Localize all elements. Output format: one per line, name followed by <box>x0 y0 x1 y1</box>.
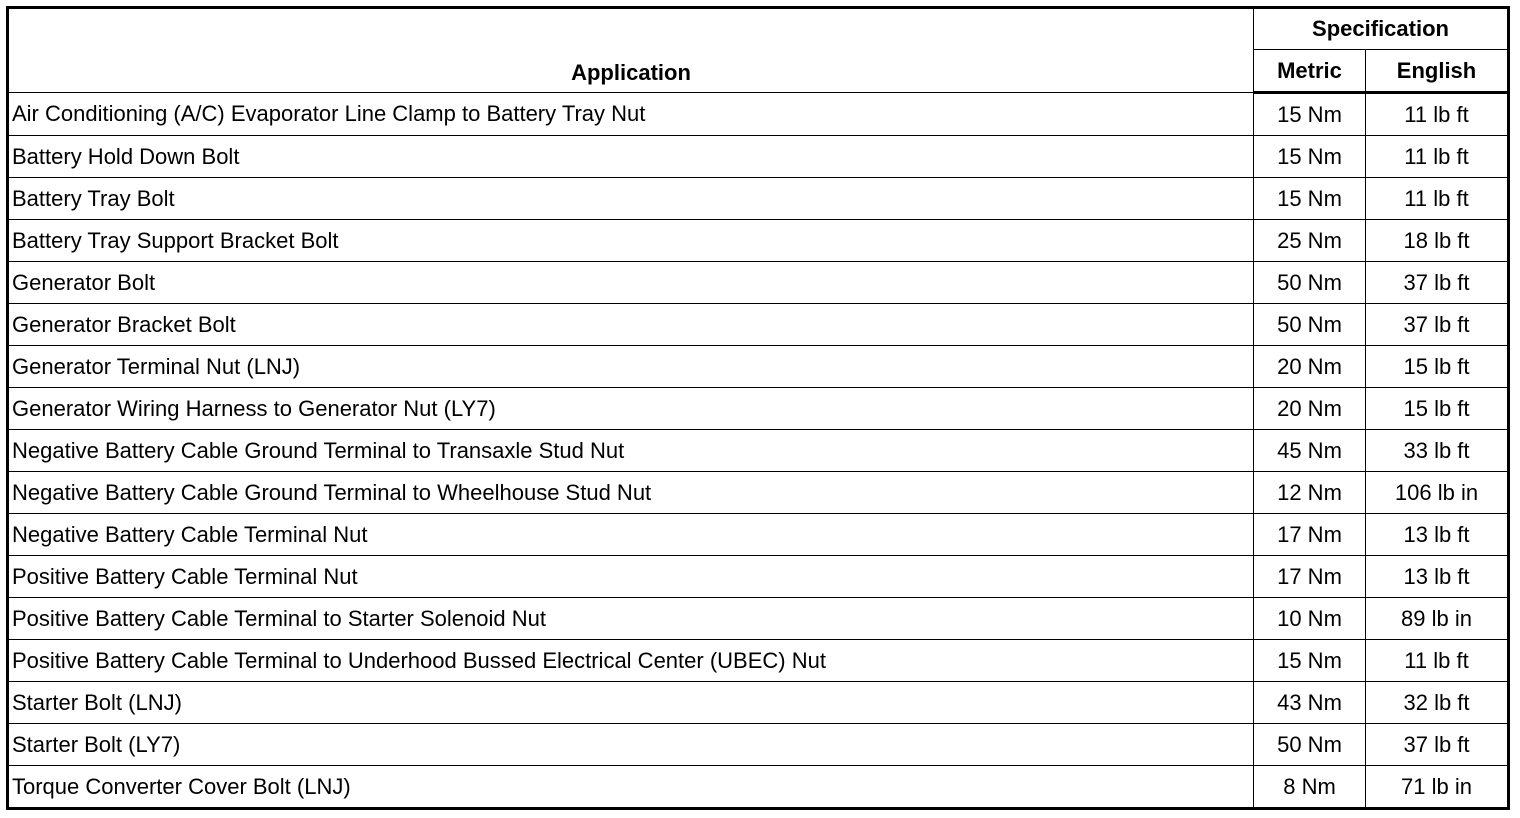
application-cell: Positive Battery Cable Terminal Nut <box>8 556 1254 598</box>
table-body <box>8 93 1509 809</box>
application-cell: Positive Battery Cable Terminal to Underhood Bussed Electrical Center (UBEC) Nut <box>8 640 1254 682</box>
application-cell: Battery Tray Support Bracket Bolt <box>8 220 1254 262</box>
specification-header: Specification <box>1254 8 1509 50</box>
metric-cell: 50 Nm <box>1254 262 1366 304</box>
application-cell: Generator Bolt <box>8 262 1254 304</box>
table-row <box>8 93 1509 136</box>
table-row <box>8 346 1509 388</box>
english-cell: 11 lb ft <box>1366 93 1509 136</box>
metric-cell: 50 Nm <box>1254 724 1366 766</box>
application-cell: Generator Wiring Harness to Generator Nut (LY7) <box>8 388 1254 430</box>
application-cell: Generator Bracket Bolt <box>8 304 1254 346</box>
table-row <box>8 178 1509 220</box>
application-cell: Negative Battery Cable Terminal Nut <box>8 514 1254 556</box>
application-cell: Starter Bolt (LY7) <box>8 724 1254 766</box>
metric-cell: 8 Nm <box>1254 766 1366 809</box>
application-cell: Torque Converter Cover Bolt (LNJ) <box>8 766 1254 809</box>
metric-cell: 20 Nm <box>1254 346 1366 388</box>
table-row <box>8 514 1509 556</box>
english-cell: 37 lb ft <box>1366 262 1509 304</box>
english-cell: 11 lb ft <box>1366 136 1509 178</box>
table-row <box>8 472 1509 514</box>
table-row <box>8 136 1509 178</box>
application-header: Application <box>8 8 1254 93</box>
english-cell: 106 lb in <box>1366 472 1509 514</box>
table-row <box>8 304 1509 346</box>
english-cell: 13 lb ft <box>1366 556 1509 598</box>
english-cell: 33 lb ft <box>1366 430 1509 472</box>
table-row <box>8 766 1509 809</box>
application-cell: Air Conditioning (A/C) Evaporator Line Clamp to Battery Tray Nut <box>8 93 1254 136</box>
table-header <box>8 8 1509 93</box>
metric-cell: 15 Nm <box>1254 178 1366 220</box>
application-cell: Battery Hold Down Bolt <box>8 136 1254 178</box>
metric-cell: 15 Nm <box>1254 640 1366 682</box>
table-row <box>8 220 1509 262</box>
metric-cell: 10 Nm <box>1254 598 1366 640</box>
metric-cell: 43 Nm <box>1254 682 1366 724</box>
metric-cell: 15 Nm <box>1254 136 1366 178</box>
table-row <box>8 640 1509 682</box>
table-row <box>8 724 1509 766</box>
english-cell: 37 lb ft <box>1366 724 1509 766</box>
table-row <box>8 430 1509 472</box>
metric-header: Metric <box>1254 50 1366 93</box>
metric-cell: 25 Nm <box>1254 220 1366 262</box>
fastener-spec-table <box>6 6 1510 810</box>
english-cell: 13 lb ft <box>1366 514 1509 556</box>
application-cell: Negative Battery Cable Ground Terminal to Wheelhouse Stud Nut <box>8 472 1254 514</box>
table-row <box>8 556 1509 598</box>
english-cell: 32 lb ft <box>1366 682 1509 724</box>
application-cell: Negative Battery Cable Ground Terminal to Transaxle Stud Nut <box>8 430 1254 472</box>
english-cell: 15 lb ft <box>1366 388 1509 430</box>
english-cell: 11 lb ft <box>1366 178 1509 220</box>
header-row-top <box>8 8 1509 50</box>
english-cell: 18 lb ft <box>1366 220 1509 262</box>
metric-cell: 12 Nm <box>1254 472 1366 514</box>
metric-cell: 50 Nm <box>1254 304 1366 346</box>
application-cell: Positive Battery Cable Terminal to Starter Solenoid Nut <box>8 598 1254 640</box>
english-cell: 71 lb in <box>1366 766 1509 809</box>
table-row <box>8 682 1509 724</box>
table-row <box>8 598 1509 640</box>
metric-cell: 17 Nm <box>1254 514 1366 556</box>
table-row <box>8 388 1509 430</box>
metric-cell: 15 Nm <box>1254 93 1366 136</box>
application-cell: Battery Tray Bolt <box>8 178 1254 220</box>
english-cell: 11 lb ft <box>1366 640 1509 682</box>
application-cell: Generator Terminal Nut (LNJ) <box>8 346 1254 388</box>
table-row <box>8 262 1509 304</box>
metric-cell: 17 Nm <box>1254 556 1366 598</box>
metric-cell: 45 Nm <box>1254 430 1366 472</box>
metric-cell: 20 Nm <box>1254 388 1366 430</box>
english-cell: 89 lb in <box>1366 598 1509 640</box>
english-cell: 37 lb ft <box>1366 304 1509 346</box>
english-cell: 15 lb ft <box>1366 346 1509 388</box>
english-header: English <box>1366 50 1509 93</box>
application-cell: Starter Bolt (LNJ) <box>8 682 1254 724</box>
